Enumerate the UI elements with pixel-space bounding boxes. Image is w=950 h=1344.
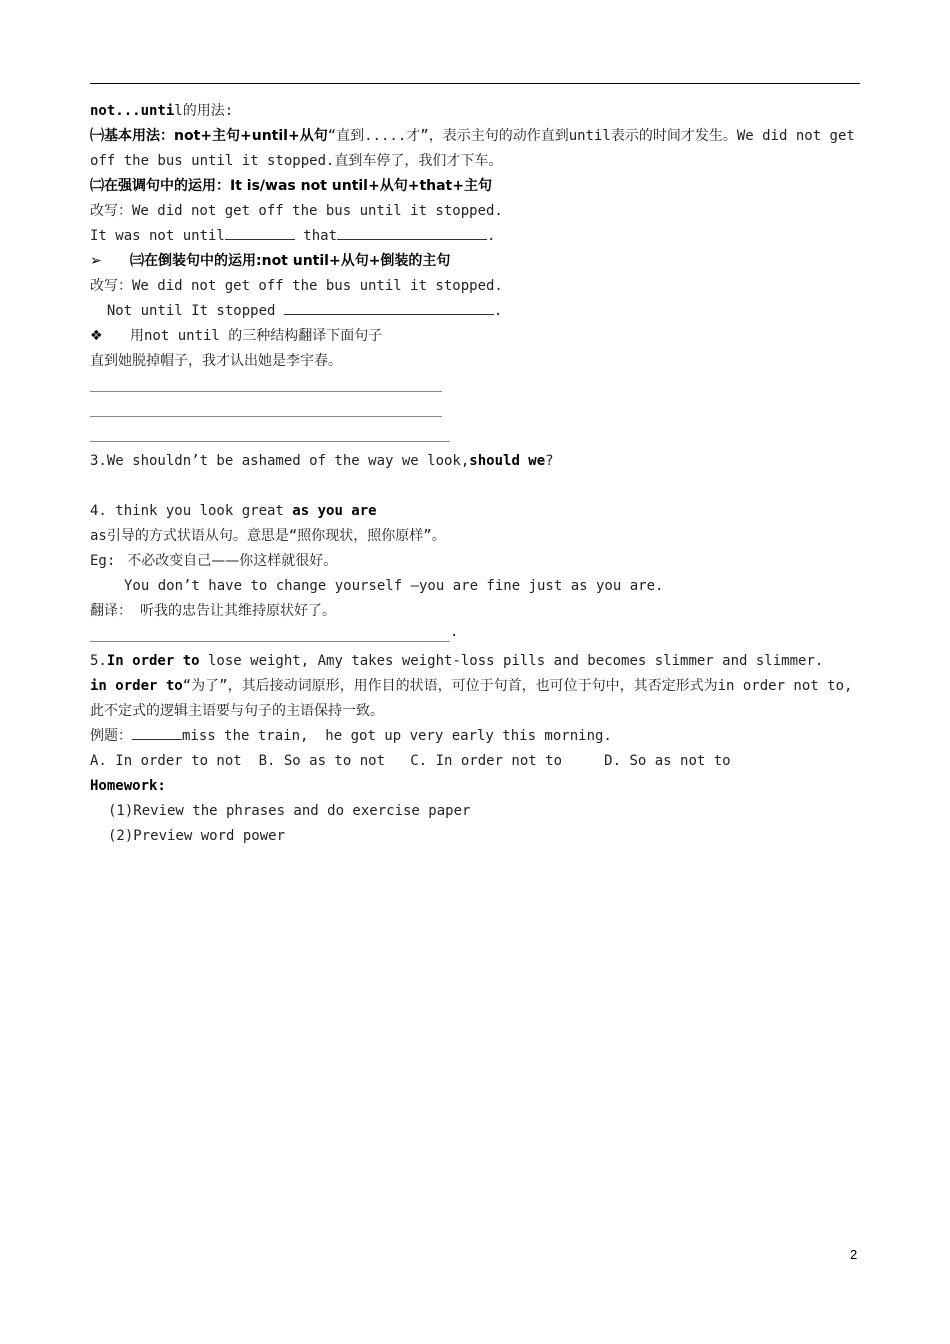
homework-item-2: (2)Preview word power — [108, 828, 286, 844]
section-5-explain — [90, 674, 862, 724]
usage-basic-label: ㈠基本用法：not+主句+until+从句 — [90, 128, 328, 144]
usage-inversion-fill — [90, 299, 862, 324]
usage-emphasis-label: ㈡在强调句中的运用：It is/was not until+从句+that+主句 — [90, 178, 492, 194]
usage-inversion-label: ㈢在倒装句中的运用:not until+从句+倒装的主句 — [130, 253, 451, 269]
spacer — [90, 474, 862, 499]
fill-text-b: that — [294, 228, 338, 244]
section-5-rest: lose weight, Amy takes weight-loss pills and becomes slimmer and slimmer. — [199, 653, 824, 669]
page-number: 2 — [850, 1247, 858, 1262]
fill-blank-1[interactable] — [225, 225, 295, 240]
eg-chinese: 不必改变自己——你这样就很好。 — [127, 553, 338, 569]
section-3-tag: should we — [469, 453, 546, 469]
section-5-explain-text: “为了”，其后接动词原形，用作目的状语，可位于句首，也可位于句中，其否定形式为in order not to,此不定式的逻辑主语要与句子的主语保持一致。 — [90, 678, 853, 719]
section-4-bold: as you are — [292, 503, 377, 519]
section-4-example — [90, 549, 862, 574]
usage-basic-text: “直到.....才”，表示主句的动作直到until表示的时间才发生。We did not get off the bus until it stopped.直到车停了，我们才下车。 — [90, 128, 855, 169]
exercise-instruction-text: 用not until 的三种结构翻译下面句子 — [130, 328, 383, 344]
homework-title: Homework: — [90, 778, 166, 794]
section-5-explain-bold: in order to — [90, 678, 183, 694]
translate-chinese: 听我的忠告让其维持原状好了。 — [140, 603, 336, 619]
answer-line-2[interactable] — [90, 399, 862, 424]
answer-end: . — [450, 624, 459, 640]
exercise-instruction — [90, 324, 862, 349]
section-5-bold: In order to — [106, 653, 200, 669]
example-rest: miss the train, he got up very early this morning. — [182, 728, 612, 744]
answer-line-4[interactable] — [90, 624, 862, 649]
arrow-bullet-icon: ➢ — [90, 253, 102, 269]
header-rule — [90, 83, 860, 84]
fill-text-inversion: Not until It stopped — [90, 303, 284, 319]
answer-line-1[interactable] — [90, 374, 862, 399]
section-3-suffix: ? — [545, 453, 554, 469]
fill-end-inversion: . — [493, 303, 503, 319]
usage-basic — [90, 124, 862, 174]
section-4-translate — [90, 599, 862, 624]
section-4 — [90, 499, 862, 524]
fill-text-a: It was not until — [90, 228, 225, 244]
section-heading-not-until — [90, 99, 862, 124]
section-5-num: 5. — [90, 653, 107, 669]
usage-emphasis-rewrite: 改写：We did not get off the bus until it stopped. — [90, 203, 503, 219]
section-5-example — [90, 724, 862, 749]
example-label: 例题： — [90, 728, 132, 744]
fill-blank-2[interactable] — [337, 225, 487, 240]
section-3-prefix: 3.We shouldn’t be ashamed of the way we look, — [90, 453, 470, 469]
section-5-options: A. In order to not B. So as to not C. In order not to D. So as not to — [90, 753, 731, 769]
fill-blank-3[interactable] — [284, 300, 494, 315]
section-3 — [90, 449, 862, 474]
heading-bold: not...unti — [90, 103, 175, 119]
usage-inversion-rewrite: 改写：We did not get off the bus until it stopped. — [90, 278, 503, 294]
section-4-prefix: 4. think you look great — [90, 503, 293, 519]
usage-emphasis-fill — [90, 224, 862, 249]
section-4-example-en: You don’t have to change yourself —you are fine just as you are. — [124, 578, 664, 594]
document-body — [90, 99, 862, 849]
section-5 — [90, 649, 862, 674]
fill-end: . — [487, 228, 496, 244]
section-4-explain: as引导的方式状语从句。意思是“照你现状，照你原样”。 — [90, 528, 446, 544]
usage-inversion — [90, 249, 862, 274]
diamond-bullet-icon: ❖ — [90, 328, 103, 344]
heading-rest: l的用法: — [174, 103, 234, 119]
translate-label: 翻译： — [90, 603, 132, 619]
homework-item-1: (1)Review the phrases and do exercise paper — [108, 803, 471, 819]
answer-line-3[interactable] — [90, 424, 862, 449]
example-blank[interactable] — [132, 725, 182, 740]
exercise-sentence: 直到她脱掉帽子，我才认出她是李宇春。 — [90, 353, 342, 369]
eg-label: Eg: — [90, 553, 116, 569]
